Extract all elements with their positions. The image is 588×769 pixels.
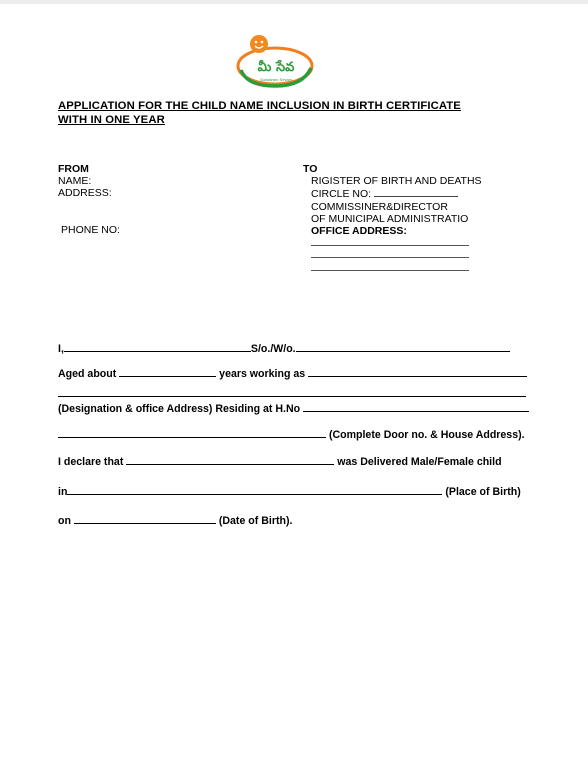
- from-address-label: ADDRESS:: [58, 187, 112, 200]
- row-declare: [58, 454, 526, 468]
- row-age: [58, 366, 526, 380]
- row-declare-suffix: was Delivered Male/Female child: [337, 456, 502, 468]
- applicant-name-blank[interactable]: [64, 341, 251, 352]
- row-name-prefix: I,: [58, 343, 64, 355]
- to-municipal-line: OF MUNICIPAL ADMINISTRATIO: [311, 212, 469, 225]
- title-line-2: WITH IN ONE YEAR: [58, 114, 165, 126]
- row-residence: [58, 401, 526, 415]
- to-circle-label: CIRCLE NO:: [311, 188, 372, 201]
- row-declare-prefix: I declare that: [58, 456, 124, 468]
- occupation-continued-blank[interactable]: [58, 396, 526, 397]
- house-no-blank[interactable]: [303, 401, 529, 412]
- row-name: [58, 341, 526, 355]
- declarant-blank[interactable]: [126, 454, 334, 465]
- from-block: [58, 163, 112, 200]
- parent-name-blank[interactable]: [296, 341, 510, 352]
- to-heading: TO: [303, 163, 318, 175]
- to-register-line: RIGISTER OF BIRTH AND DEATHS: [311, 175, 482, 188]
- row-name-relation: S/o./W/o.: [250, 343, 296, 355]
- from-phone-label: PHONE NO:: [61, 224, 120, 236]
- row-residence-prefix: (Designation & office Address) Residing at H.No: [58, 403, 301, 415]
- to-commissioner-line: COMMISSINER&DIRECTOR: [311, 200, 448, 213]
- row-place-suffix: (Place of Birth): [445, 486, 521, 498]
- from-name-label: NAME:: [58, 175, 92, 188]
- office-address-blank-1[interactable]: [311, 245, 469, 246]
- place-of-birth-blank[interactable]: [67, 484, 442, 495]
- from-heading: FROM: [58, 163, 89, 175]
- row-age-working: years working as: [219, 368, 306, 380]
- to-office-address-label: OFFICE ADDRESS:: [311, 225, 407, 238]
- to-circle-row: [303, 187, 482, 200]
- office-address-blank-2[interactable]: [311, 257, 469, 258]
- row-address-note: (Complete Door no. & House Address).: [328, 429, 525, 441]
- row-place: [58, 484, 526, 498]
- to-block: [303, 163, 482, 237]
- row-date-suffix: (Date of Birth).: [218, 515, 293, 527]
- page-top-border: [0, 0, 588, 4]
- document-title: [58, 99, 528, 127]
- circle-no-blank[interactable]: [374, 187, 458, 197]
- row-age-prefix: Aged about: [58, 368, 117, 380]
- meeseva-logo: [233, 30, 317, 90]
- office-address-blank-3[interactable]: [311, 270, 469, 271]
- age-blank[interactable]: [119, 366, 216, 377]
- logo-tagline: Sundaram Sevam: [259, 77, 293, 82]
- row-address: [58, 427, 526, 441]
- door-address-blank[interactable]: [58, 427, 326, 438]
- row-date-prefix: on: [58, 515, 71, 527]
- title-line-1: APPLICATION FOR THE CHILD NAME INCLUSION IN BIRTH CERTIFICATE: [58, 100, 461, 112]
- row-place-prefix: in: [58, 486, 68, 498]
- logo-script-text: మీ సేవ: [257, 60, 295, 75]
- row-date: [58, 513, 526, 527]
- occupation-blank[interactable]: [308, 366, 527, 377]
- meeseva-logo-graphic: [233, 30, 317, 90]
- date-of-birth-blank[interactable]: [74, 513, 216, 524]
